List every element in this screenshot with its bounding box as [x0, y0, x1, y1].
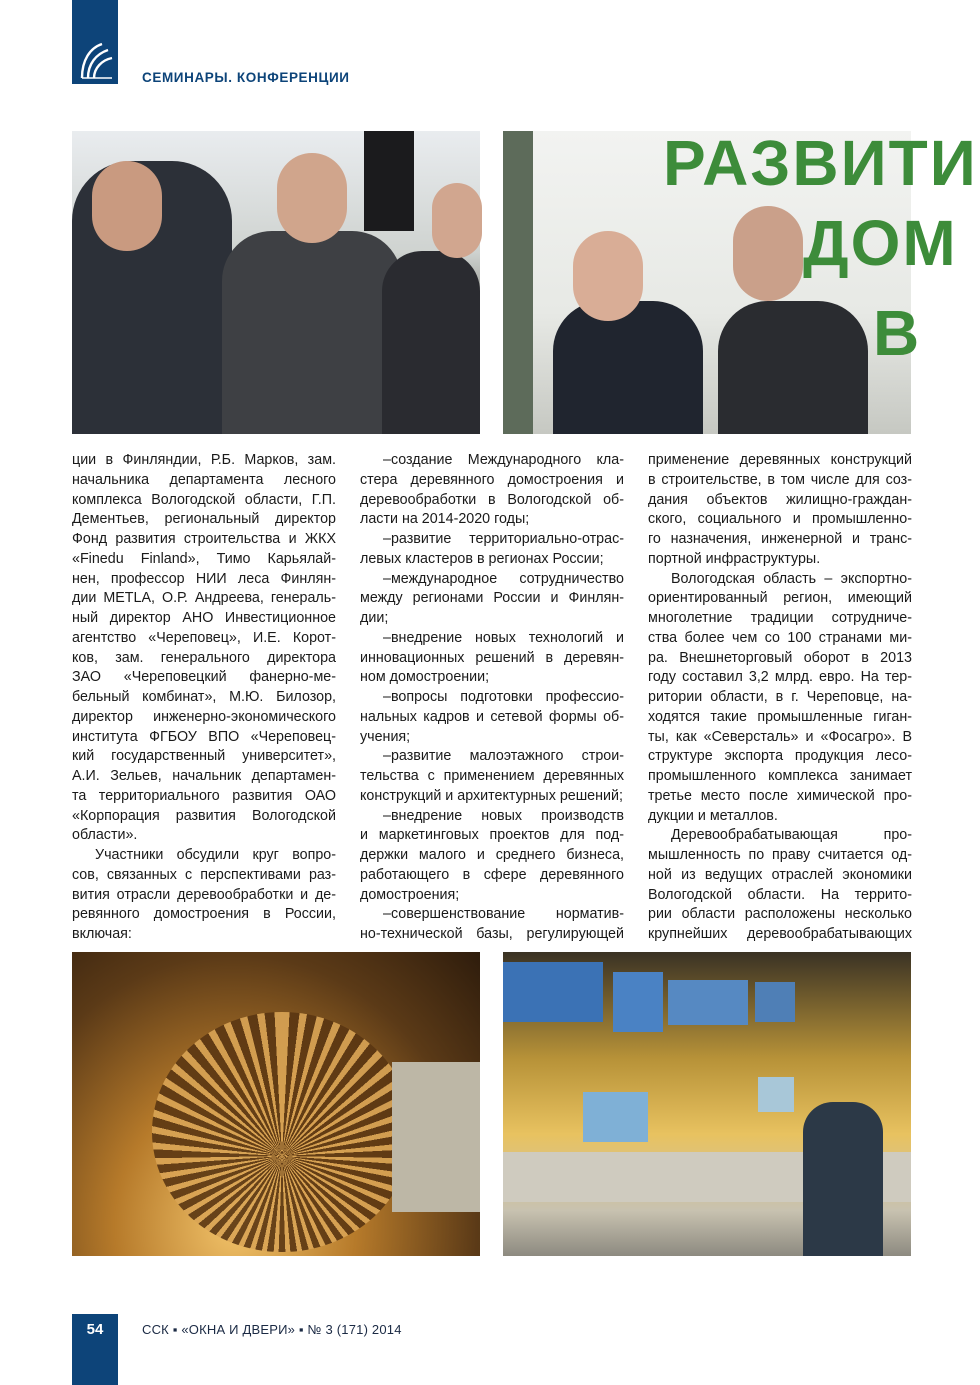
text-line: ков, зам. генерального директора	[72, 649, 336, 666]
text-line: мышленность по праву считается од-	[648, 847, 912, 863]
text-line: ной из ведущих отраслей экономики	[648, 866, 912, 883]
text-line: Дементьев, региональный директор	[72, 511, 336, 528]
text-line: ра. Внешнеторговый оборот в 2013	[648, 649, 912, 666]
text-line: структуре экспорта продукция лесо-	[648, 748, 912, 765]
text-line: А.И. Зельев, начальник департамен-	[72, 768, 336, 784]
text-column-1	[72, 451, 336, 945]
text-line: ства более чем со 100 странами ми-	[648, 629, 912, 646]
text-line: между регионами России и Финлян-	[360, 590, 624, 607]
publication-info: ССК ▪ «ОКНА И ДВЕРИ» ▪ № 3 (171) 2014	[142, 1322, 402, 1337]
text-line: –развитие территориально-отрас-	[383, 531, 624, 547]
text-line: ревянного домостроения в России,	[72, 906, 336, 923]
text-line: ритории области, в г. Череповце, на-	[648, 689, 912, 705]
text-line: –создание Международного кла-	[383, 452, 624, 468]
text-line: применение деревянных конструкций	[648, 452, 912, 468]
text-line: ориентированный регион, имеющий	[648, 590, 912, 607]
text-line: но-технической базы, регулирующей	[360, 926, 624, 942]
banner-text: РАЗВИТИ	[663, 127, 978, 199]
text-line: директор инженерно-экономического	[72, 708, 336, 725]
text-line: крупнейших деревообрабатывающих	[648, 926, 912, 942]
banner-speakers-photo	[503, 127, 978, 434]
text-column-2	[360, 451, 624, 945]
banner-text: В	[873, 297, 922, 369]
text-line: комплекса Вологодской области, Г.П.	[72, 491, 336, 508]
text-line: –внедрение новых технологий и	[383, 629, 624, 646]
conference-participants-photo	[72, 131, 480, 434]
text-line: ном домостроении;	[360, 669, 490, 686]
text-line: дии METLA, О.Р. Андреева, генераль-	[72, 590, 336, 607]
text-line: ты, как «Северсталь» и «Фосагро». В	[648, 728, 912, 745]
text-line: дания объектов жилищно-граждан-	[648, 491, 912, 508]
text-line: –внедрение новых производств	[383, 807, 624, 824]
text-line: ласти на 2014-2020 годы;	[360, 511, 530, 528]
text-line: стера деревянного домостроения и	[360, 471, 624, 488]
text-line: учения;	[360, 728, 411, 745]
text-line: Деревообрабатывающая про-	[671, 827, 912, 844]
text-line: Вологодская область – экспортно-	[671, 570, 912, 587]
text-line: –развитие малоэтажного строи-	[383, 748, 624, 765]
text-line: ный директор АНО Инвестиционное	[72, 610, 336, 626]
text-line: Участники обсудили круг вопро-	[95, 847, 336, 863]
text-line: кий государственный университет»,	[72, 748, 336, 765]
text-line: ЗАО «Череповецкий фанерно-ме-	[72, 669, 336, 686]
text-line: бельный комбинат», М.Ю. Билозор,	[72, 689, 336, 705]
text-line: левых кластеров в регионах России;	[360, 550, 604, 567]
text-line: конструкций и архитектурных решений;	[360, 787, 623, 804]
text-line: «Finedu Finland», Тимо Карьялай-	[72, 550, 336, 567]
text-line: держки малого и среднего бизнеса,	[360, 847, 624, 863]
section-title: СЕМИНАРЫ. КОНФЕРЕНЦИИ	[142, 70, 350, 85]
text-line: –вопросы подготовки профессио-	[383, 689, 624, 705]
text-line: дукции и металлов.	[648, 807, 778, 824]
text-line: тельства с применением деревянных	[360, 768, 624, 784]
text-line: и маркетинговых проектов для под-	[360, 827, 624, 844]
text-line: та территориального развития ОАО	[72, 787, 336, 804]
text-line: в строительстве, в том числе для соз-	[648, 471, 912, 488]
text-line: нальных кадров и сетевой формы об-	[360, 708, 624, 725]
text-line: агентство «Череповец», И.Е. Корот-	[72, 629, 336, 646]
text-line: многолетние традиции сотрудниче-	[648, 610, 912, 626]
text-line: вития отрасли деревообработки и де-	[72, 886, 336, 903]
text-line: рии области расположены несколько	[648, 906, 912, 923]
text-line: –совершенствование норматив-	[383, 906, 624, 923]
text-line: инновационных решений в деревян-	[360, 649, 624, 666]
text-line: промышленного комплекса занимает	[648, 768, 912, 784]
text-line: го назначения, инженерной и транс-	[648, 531, 912, 547]
text-line: ходятся такие промышленные гиган-	[648, 708, 912, 725]
page-number: 54	[86, 1321, 104, 1338]
text-line: сов, связанных с перспективами раз-	[72, 866, 336, 883]
text-line: института ФГБОУ ВПО «Череповец-	[72, 728, 336, 745]
text-line: Фонд развития строительства и ЖКХ	[72, 531, 336, 547]
text-line: –международное сотрудничество	[383, 570, 624, 587]
text-column-3	[648, 451, 912, 945]
text-line: работающего в сфере деревянного	[360, 866, 624, 883]
text-line: «Корпорация развития Вологодской	[72, 807, 336, 824]
text-line: начальника департамента лесного	[72, 471, 336, 488]
woodworking-machinery-photo	[72, 952, 480, 1256]
magazine-logo-icon	[78, 38, 114, 80]
text-line: Вологодской области. На террито-	[648, 886, 912, 903]
text-line: ции в Финляндии, Р.Б. Марков, зам.	[72, 452, 336, 468]
text-line: ского, социального и промышленно-	[648, 511, 912, 528]
text-line: портной инфраструктуры.	[648, 550, 821, 567]
text-line: домостроения;	[360, 886, 460, 903]
text-line: дии;	[360, 610, 389, 626]
text-line: деревообработки в Вологодской об-	[360, 491, 624, 508]
text-line: нен, профессор НИИ леса Финлян-	[72, 570, 336, 587]
banner-text: ДОМ	[803, 207, 958, 279]
text-line: включая:	[72, 926, 132, 942]
text-line: третье место после химической про-	[648, 787, 912, 804]
text-line: области».	[72, 827, 138, 844]
text-line: году составил 3,2 млрд. евро. На тер-	[648, 669, 912, 686]
control-room-photo	[503, 952, 911, 1256]
